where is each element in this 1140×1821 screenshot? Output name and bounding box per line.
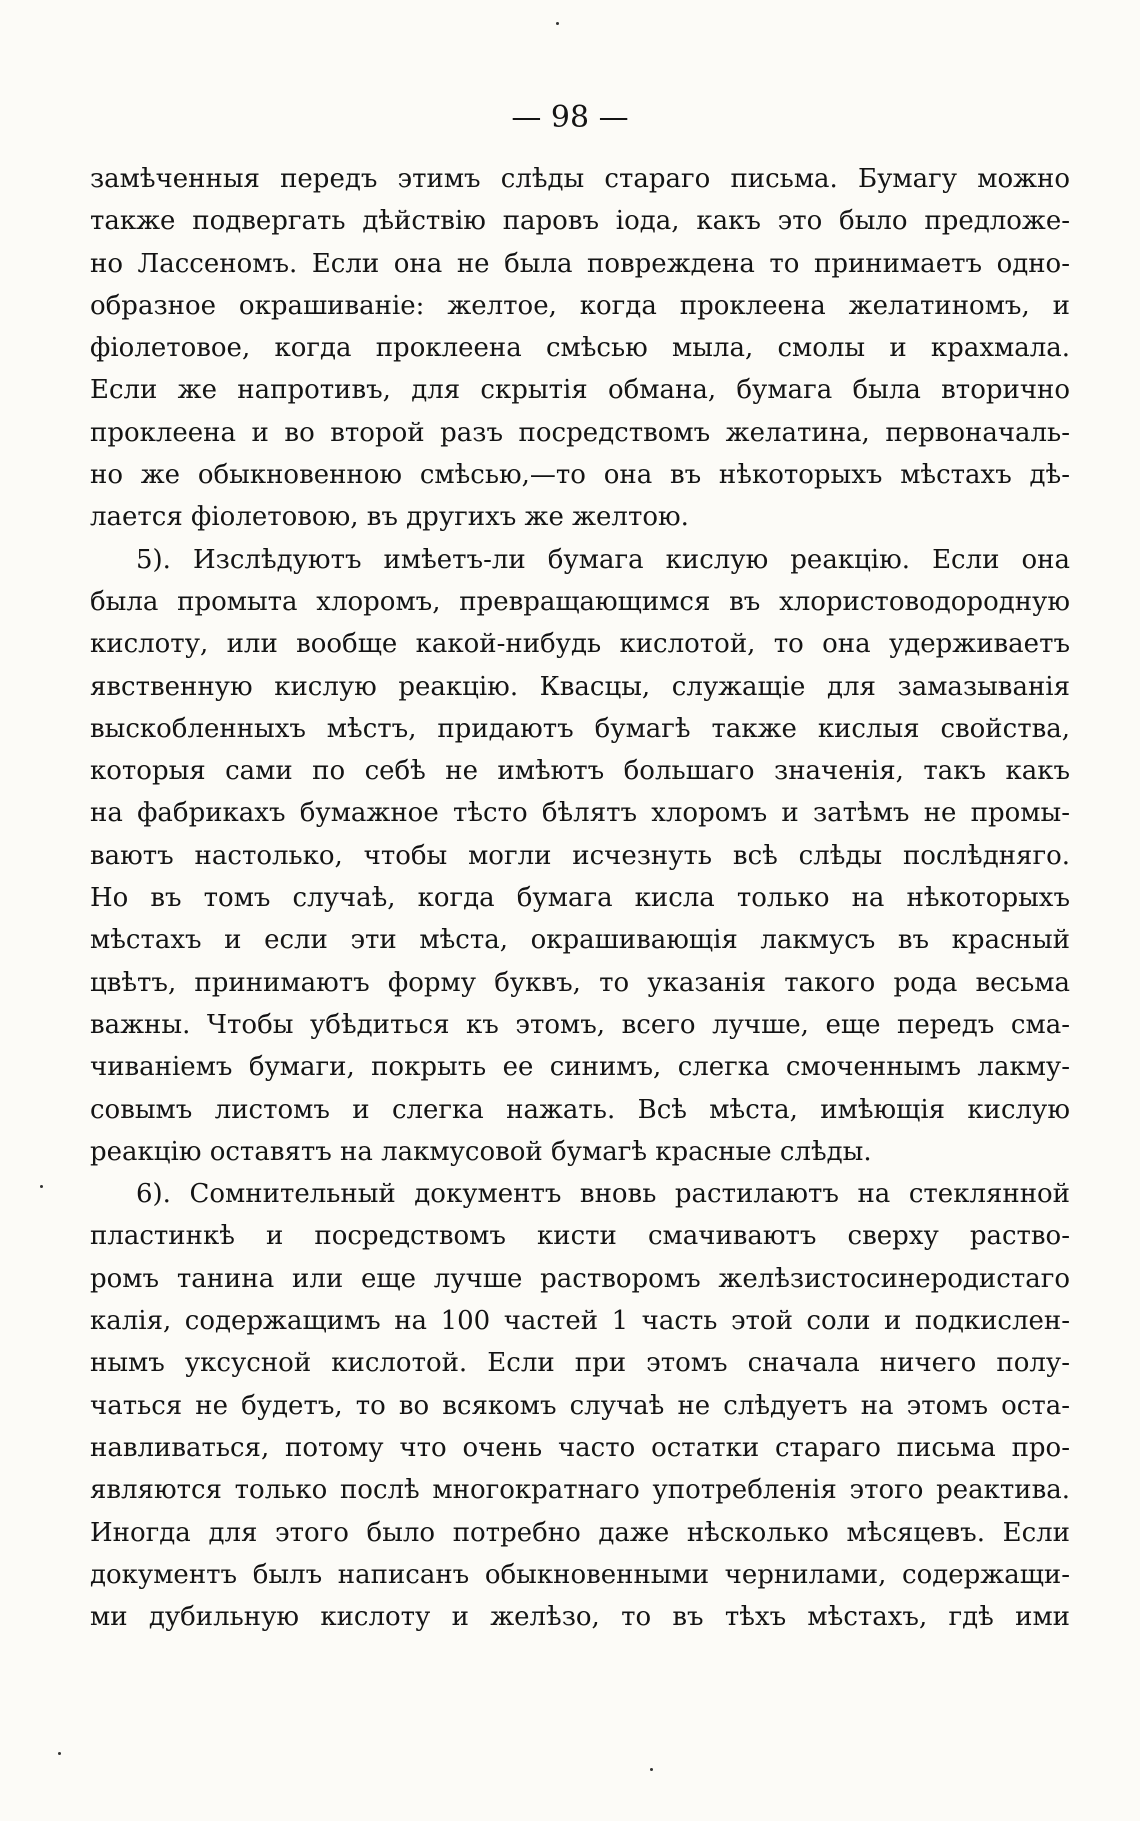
page-number: — 98 — [511,100,629,135]
text-line: лается фіолетовою, въ другихъ же желтою. [90,502,689,533]
text-line: кислоту, или вообще какой-нибудь кислотой, то она удерживаетъ [90,629,1070,660]
text-line: была промыта хлоромъ, превращающимся въ хлористоводородную [90,586,1070,617]
text-line: навливаться, потому что очень часто остатки стараго письма про- [90,1432,1070,1463]
text-line: Иногда для этого было потребно даже нѣсколько мѣсяцевъ. Если [90,1517,1070,1548]
text-line: которыя сами по себѣ не имѣютъ большаго значенія, такъ какъ [90,756,1070,787]
text-line: пластинкѣ и посредствомъ кисти смачиваютъ сверху раство- [90,1221,1070,1252]
text-line: проклеена и во второй разъ посредствомъ желатина, первоначаль- [90,417,1070,448]
text-line: калія, содержащимъ на 100 частей 1 часть этой соли и подкислен- [90,1306,1070,1337]
text-line: также подвергать дѣйствію паровъ іода, какъ это было предложе- [90,206,1070,237]
text-line: образное окрашиваніе: желтое, когда проклеена желатиномъ, и [90,290,1070,321]
text-line: мѣстахъ и если эти мѣста, окрашивающія лакмусъ въ красный [90,925,1070,956]
paragraph-6-start: 6). Сомнительный документъ вновь растилаютъ на стеклянной [136,1179,1070,1210]
text-line: на фабрикахъ бумажное тѣсто бѣлятъ хлоромъ и затѣмъ не промы- [90,798,1070,829]
paper-speck [650,1768,653,1771]
text-line: документъ былъ написанъ обыкновенными чернилами, содержащи- [90,1559,1070,1590]
text-line: чиваніемъ бумаги, покрыть ее синимъ, слегка смоченнымъ лакму- [90,1052,1070,1083]
text-line: цвѣтъ, принимаютъ форму буквъ, то указанія такого рода весьма [90,967,1070,998]
text-line: Но въ томъ случаѣ, когда бумага кисла только на нѣкоторыхъ [90,883,1070,914]
text-line: замѣченныя передъ этимъ слѣды стараго письма. Бумагу можно [90,164,1070,194]
text-line: важны. Чтобы убѣдиться къ этомъ, всего лучше, еще передъ сма- [90,1009,1070,1040]
text-line: но же обыкновенною смѣсью,—то она въ нѣкоторыхъ мѣстахъ дѣ- [90,460,1070,491]
text-line: совымъ листомъ и слегка нажать. Всѣ мѣста, имѣющія кислую [90,1094,1070,1125]
paper-speck [556,22,559,25]
text-line: Если же напротивъ, для скрытія обмана, бумага была вторично [90,375,1070,406]
text-line: выскобленныхъ мѣстъ, придаютъ бумагѣ также кислыя свойства, [90,713,1070,744]
body-text [90,158,1070,1638]
paper-speck [40,1185,43,1188]
text-line: ваютъ настолько, чтобы могли исчезнуть всѣ слѣды послѣдняго. [90,840,1070,871]
text-line: но Лассеномъ. Если она не была повреждена то принимаетъ одно- [90,248,1070,279]
text-line: нымъ уксусной кислотой. Если при этомъ сначала ничего полу- [90,1348,1070,1379]
text-line: ми дубильную кислоту и желѣзо, то въ тѣхъ мѣстахъ, гдѣ ими [90,1602,1070,1633]
text-line: реакцію оставятъ на лакмусовой бумагѣ красные слѣды. [90,1136,872,1167]
text-line: чаться не будетъ, то во всякомъ случаѣ не слѣдуетъ на этомъ оста- [90,1390,1070,1421]
paragraph-5-start: 5). Изслѣдуютъ имѣетъ-ли бумага кислую реакцію. Если она [136,544,1070,575]
paper-speck [58,1752,61,1755]
text-line: явственную кислую реакцію. Квасцы, служащіе для замазыванія [90,671,1070,702]
text-line: ромъ танина или еще лучше растворомъ желѣзистосинеродистаго [90,1263,1070,1294]
text-line: фіолетовое, когда проклеена смѣсью мыла, смолы и крахмала. [90,333,1070,364]
text-line: являются только послѣ многократнаго употребленія этого реактива. [90,1475,1070,1506]
